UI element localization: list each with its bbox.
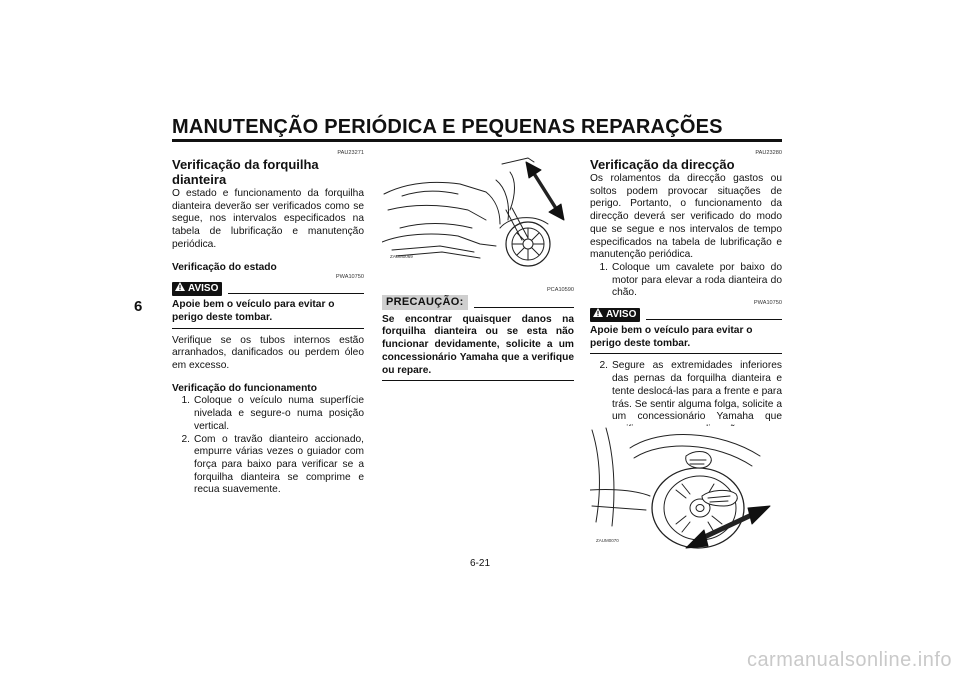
warning-triangle-icon <box>175 282 185 296</box>
section-heading-front-fork: Verificação da forquilha dianteira <box>172 157 319 187</box>
warning-code: PWA10750 <box>335 274 364 281</box>
operation-steps <box>172 395 364 497</box>
figure-code: ZAUM0070 <box>596 538 619 543</box>
watermark: carmanualsonline.info <box>746 649 952 671</box>
warning-triangle-icon <box>593 308 603 322</box>
steering-intro: Os rolamentos da direcção gastos ou soltos podem provocar situações de perigo. Portanto, o funcionamento da direcção deverá ser verificado do modo que se segue e nos intervalos de tempo especificados na tabela de lubrificação e manutenção periódica. <box>590 173 782 261</box>
warning-header <box>590 308 782 322</box>
caution-badge: PRECAUÇÃO: <box>382 295 468 310</box>
section-heading-steering: Verificação da direcção <box>590 157 735 172</box>
condition-check-text: Verifique se os tubos internos estão arranhados, danificados ou perdem óleo em excesso. <box>172 334 364 372</box>
subheading-condition: Verificação do estado <box>172 261 277 273</box>
front-fork-intro: O estado e funcionamento da forquilha dianteira deverão ser verificados como se segue, nos intervalos especificados na tabela de lubrificação e manutenção periódica. <box>172 188 364 250</box>
warning-badge <box>172 282 222 296</box>
right-column <box>590 150 782 437</box>
list-item: 1. Coloque um cavalete por baixo do motor para elevar a roda dianteira do chão. <box>599 261 782 299</box>
scooter-fork-illustration <box>382 150 574 270</box>
page-number: 6-21 <box>469 558 490 569</box>
warning-text: Apoie bem o veículo para evitar o perigo deste tombar. <box>590 325 782 354</box>
section-code: PAU23271 <box>337 150 364 156</box>
warning-label: AVISO <box>188 282 219 294</box>
subheading-operation: Verificação do funcionamento <box>172 382 317 394</box>
steering-check-illustration <box>590 426 780 550</box>
warning-code: PWA10750 <box>753 300 782 307</box>
section-code: PAU23280 <box>755 150 782 156</box>
list-item: 2. Com o travão dianteiro accionado, empurre várias vezes o guiador com força para baixo para verificar se a forquilha dianteira se comprime e recua suavemente. <box>181 433 364 496</box>
warning-header <box>172 282 364 296</box>
warning-rule <box>646 319 782 320</box>
middle-column <box>382 287 574 381</box>
warning-badge <box>590 308 640 322</box>
list-item: 2. Segure as extremidades inferiores das pernas da forquilha dianteira e tente deslocá-las para a frente e para trás. Se sentir alguma folga, solicite a um concessionário Yamaha que <box>599 360 782 423</box>
title-rule <box>172 139 782 142</box>
steering-step-1 <box>590 262 782 300</box>
warning-text: Apoie bem o veículo para evitar o perigo deste tombar. <box>172 299 364 328</box>
figure-code: ZAUM0069 <box>390 254 413 259</box>
caution-header <box>382 295 574 310</box>
caution-rule <box>474 307 574 308</box>
list-item: 1. Coloque o veículo numa superfície nivelada e segure-o numa posição vertical. <box>181 395 364 432</box>
warning-rule <box>228 293 364 294</box>
warning-label: AVISO <box>606 308 637 320</box>
page-title: MANUTENÇÃO PERIÓDICA E PEQUENAS REPARAÇÕES <box>172 116 723 138</box>
caution-code: PCA10590 <box>546 287 574 293</box>
chapter-tab: 6 <box>134 292 164 322</box>
caution-text: Se encontrar quaisquer danos na forquilha dianteira ou se esta não funcionar devidamente, solicite a um concessionário Yamaha que a verifique ou repare. <box>382 314 574 382</box>
left-column <box>172 150 364 497</box>
